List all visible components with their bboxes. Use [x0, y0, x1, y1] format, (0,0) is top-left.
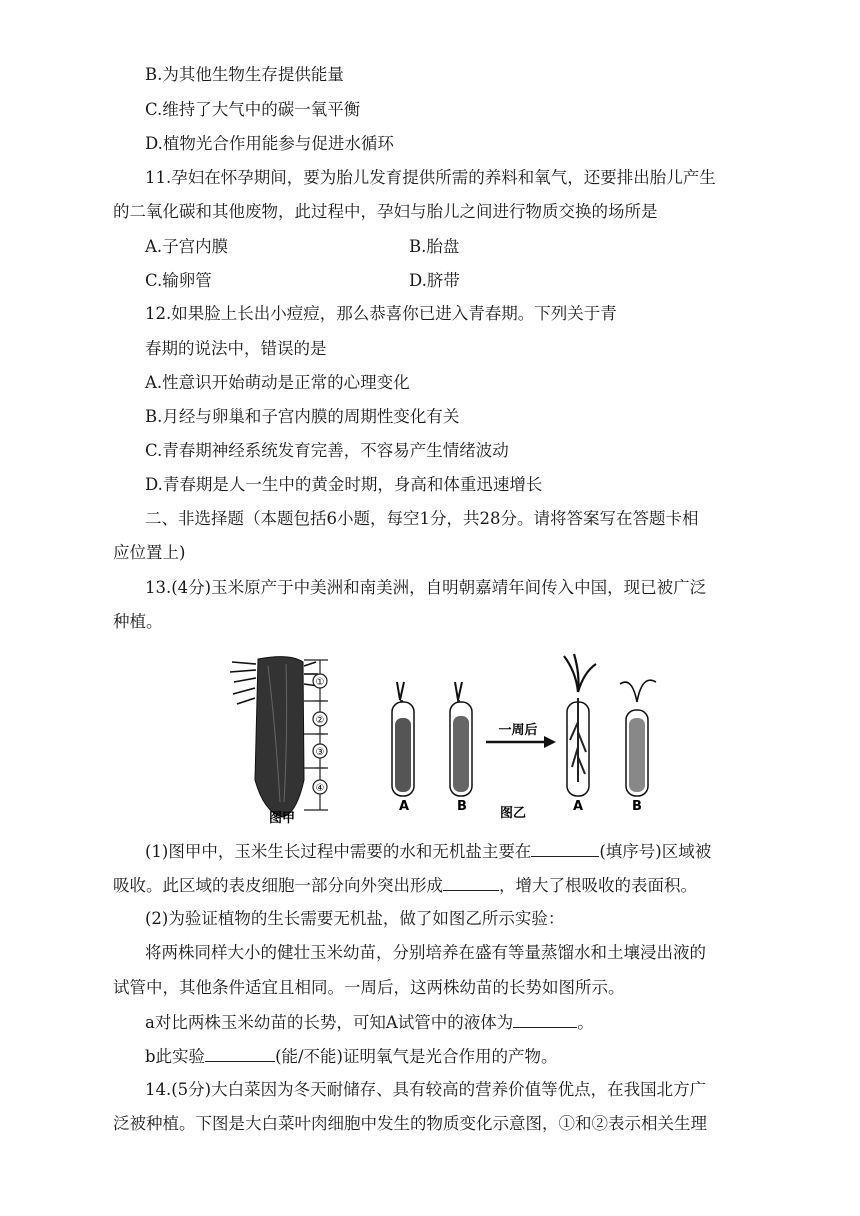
q11-option-b: B.胎盘 — [409, 237, 460, 256]
q13-part2-a-end: 。 — [577, 1013, 594, 1032]
q13-part2-b — [145, 1045, 558, 1068]
tube-a-after — [564, 654, 596, 814]
q10-option-d: D.植物光合作用能参与促进水循环 — [145, 134, 394, 153]
region-label-3: ③ — [315, 747, 325, 758]
q10-option-b: B.为其他生物生存提供能量 — [145, 65, 344, 84]
tube-label-a-after: A — [572, 799, 584, 814]
region-label-1: ① — [315, 677, 325, 688]
q13-part1-cont — [113, 874, 697, 897]
q13-part1-text-c: 吸收。此区域的表皮细胞一部分向外突出形成 — [113, 876, 443, 895]
tube-label-a-before: A — [398, 799, 410, 814]
tube-a-before — [392, 682, 414, 814]
tube-b-after — [620, 680, 656, 814]
answer-blank-2[interactable] — [443, 874, 499, 891]
q14-stem: 14.(5分)大白菜因为冬天耐储存、具有较高的营养价值等优点，在我国北方广 — [145, 1080, 707, 1099]
q13-part2-b-end: (能/不能)证明氧气是光合作用的产物。 — [275, 1047, 558, 1066]
q11-stem-cont: 的二氧化碳和其他废物，此过程中，孕妇与胎儿之间进行物质交换的场所是 — [113, 202, 658, 221]
q13-part2-a — [145, 1011, 594, 1034]
q13-part1-text-d: ，增大了根吸收的表面积。 — [499, 876, 697, 895]
q12-option-d: D.青春期是人一生中的黄金时期，身高和体重迅速增长 — [145, 475, 543, 494]
q11-stem: 11.孕妇在怀孕期间，要为胎儿发育提供所需的养料和氧气，还要排出胎儿产生 — [145, 168, 716, 187]
q12-option-b: B.月经与卵巢和子宫内膜的周期性变化有关 — [145, 407, 460, 426]
caption-yi: 图乙 — [499, 806, 527, 821]
q12-option-a: A.性意识开始萌动是正常的心理变化 — [145, 373, 410, 392]
arrow-text: 一周后 — [498, 723, 538, 738]
region-label-2: ② — [315, 715, 325, 726]
q13-part1-text-a: (1)图甲中，玉米生长过程中需要的水和无机盐主要在 — [145, 842, 532, 861]
caption-jia: 图甲 — [268, 811, 296, 826]
answer-blank-4[interactable] — [205, 1045, 275, 1062]
q13-figure — [228, 652, 668, 827]
q13-stem: 13.(4分)玉米原产于中美洲和南美洲，自明朝嘉靖年间传入中国，现已被广泛 — [145, 578, 707, 597]
region-label-4: ④ — [315, 783, 325, 794]
q13-part2-line2: 试管中，其他条件适宜且相同。一周后，这两株幼苗的长势如图所示。 — [113, 978, 625, 997]
q12-stem-cont: 春期的说法中，错误的是 — [145, 339, 327, 358]
q13-part2-title: (2)为验证植物的生长需要无机盐，做了如图乙所示实验： — [145, 909, 565, 928]
tube-label-b-after: B — [632, 799, 642, 814]
q12-stem: 12.如果脸上长出小痘痘，那么恭喜你已进入青春期。下列关于青 — [145, 304, 617, 323]
section2-heading-cont: 应位置上) — [113, 543, 186, 562]
tube-label-b-before: B — [457, 799, 467, 814]
answer-blank-3[interactable] — [513, 1011, 577, 1028]
tube-experiment-diagram — [392, 654, 656, 821]
root-tip-diagram — [230, 657, 328, 826]
q13-stem-cont: 种植。 — [113, 612, 163, 631]
q14-stem-cont: 泛被种植。下图是大白菜叶肉细胞中发生的物质变化示意图，①和②表示相关生理 — [113, 1114, 707, 1133]
answer-blank-1[interactable] — [531, 840, 599, 857]
q11-option-a: A.子宫内膜 — [145, 237, 229, 256]
q13-part2-line1: 将两株同样大小的健壮玉米幼苗，分别培养在盛有等量蒸馏水和土壤浸出液的 — [145, 943, 706, 962]
q12-option-c: C.青春期神经系统发育完善，不容易产生情绪波动 — [145, 441, 509, 460]
q11-option-c: C.输卵管 — [145, 271, 212, 290]
tube-b-before — [450, 682, 472, 814]
section2-heading: 二、非选择题（本题包括6小题，每空1分，共28分。请将答案写在答题卡相 — [145, 509, 699, 528]
q13-part2-b-text: b此实验 — [145, 1047, 206, 1066]
q10-option-c: C.维持了大气中的碳一氧平衡 — [145, 100, 361, 119]
q13-part1 — [145, 840, 711, 863]
one-week-arrow — [486, 722, 556, 748]
q11-option-d: D.脐带 — [409, 271, 460, 290]
q13-part2-a-text: a对比两株玉米幼苗的长势，可知A试管中的液体为 — [145, 1013, 514, 1032]
q13-part1-text-b: (填序号)区域被 — [599, 842, 712, 861]
